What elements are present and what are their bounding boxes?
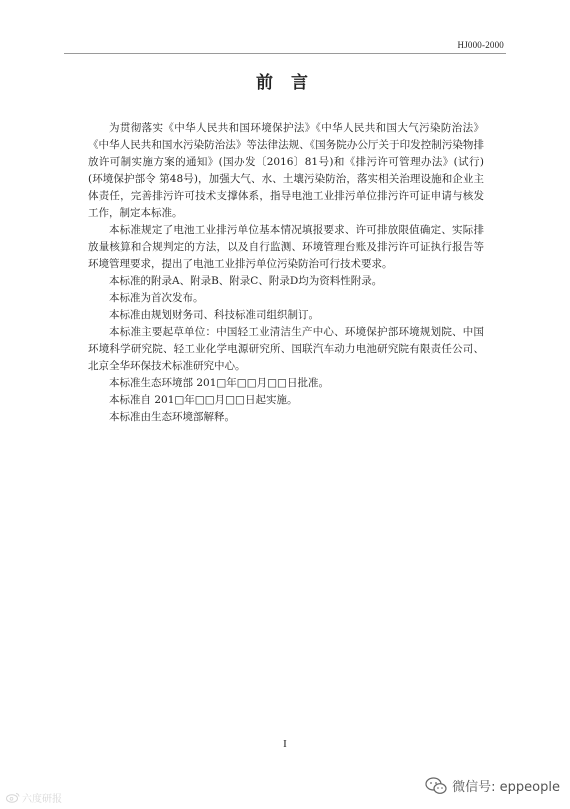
- weibo-icon: [6, 792, 20, 803]
- paragraph-effective-date: 本标准自 201□年□□月□□日起实施。: [109, 394, 298, 406]
- wechat-watermark-text: 微信号: eppeople: [452, 780, 560, 795]
- document-code: HJ000-2000: [457, 40, 504, 50]
- weibo-watermark: [6, 790, 62, 805]
- paragraph-organizers: 本标准由规划财务司、科技标准司组织制订。: [109, 309, 319, 321]
- page-title: 前 言: [256, 73, 314, 93]
- foreword-body: [88, 120, 484, 426]
- paragraph-interpretation: 本标准由生态环境部解释。: [109, 411, 235, 423]
- wechat-watermark: [425, 776, 560, 795]
- header-divider: [64, 53, 506, 54]
- wechat-icon: [425, 777, 447, 795]
- paragraph-first-release: 本标准为首次发布。: [109, 292, 204, 304]
- paragraph-approval: 本标准生态环境部 201□年□□月□□日批准。: [109, 377, 329, 389]
- paragraph-scope: 本标准规定了电池工业排污单位基本情况填报要求、许可排放限值确定、实际排放量核算和合规判定的方法，以及自行监测、环境管理台账及排污许可证执行报告等环境管理要求，提出了电池工业排污单位污染防治可行技术要求。: [88, 224, 484, 270]
- page-number: I: [283, 738, 287, 750]
- paragraph-appendices: 本标准的附录A、附录B、附录C、附录D均为资料性附录。: [109, 275, 383, 287]
- paragraph-drafters: 本标准主要起草单位：中国轻工业清洁生产中心、环境保护部环境规划院、中国环境科学研究院、轻工业化学电源研究所、国联汽车动力电池研究院有限责任公司、北京全华环保技术标准研究中心。: [88, 326, 484, 372]
- weibo-watermark-text: 六度研报: [22, 794, 62, 805]
- paragraph-purpose: 为贯彻落实《中华人民共和国环境保护法》《中华人民共和国大气污染防治法》《中华人民共和国水污染防治法》等法律法规、《国务院办公厅关于印发控制污染物排放许可制实施方案的通知》(国办发〔2016〕81号)和《排污许可管理办法》(试行)(环境保护部令 第48号)，加强大气、水、土壤污染防治，落实相关治理设施和企业主体责任，完善排污许可技术支撑体系，指导电池工业排污单位排污许可证申请与核发工作，制定本标准。: [88, 122, 484, 219]
